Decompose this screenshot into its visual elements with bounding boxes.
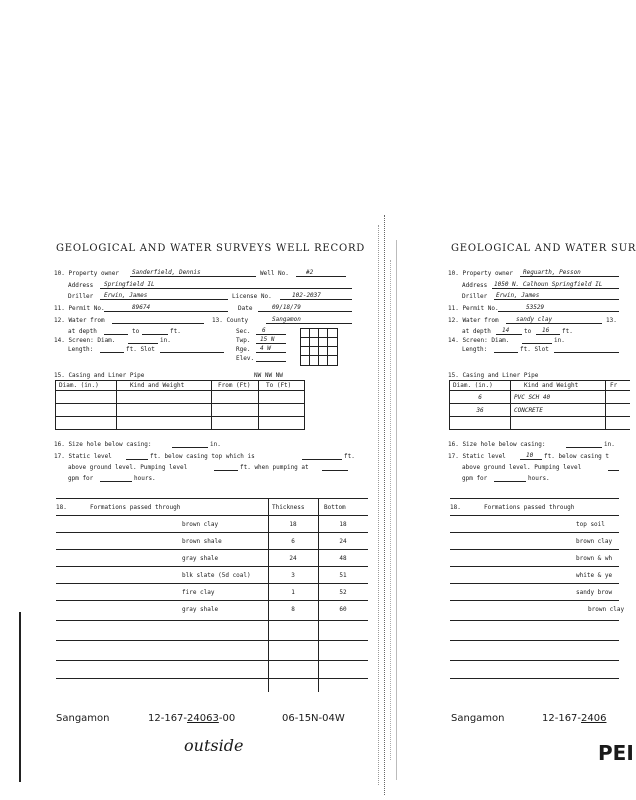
right-screen-in-label: in.: [554, 337, 565, 344]
left-scan-edge: [19, 612, 21, 782]
left-hole-size-label: 16. Size hole below casing:: [54, 441, 152, 448]
left-license-value: 102-2037: [292, 292, 321, 299]
left-static-mid: ft. below casing top which is: [150, 453, 255, 460]
right-formations-header: Formations passed through: [484, 504, 575, 511]
right-slot-label: ft. Slot: [520, 346, 549, 353]
right-driller-value: Erwin, James: [496, 292, 540, 299]
left-elev-label: Elev.: [236, 355, 255, 362]
casing-diam: 6: [478, 394, 482, 401]
left-well-no-label: Well No.: [260, 270, 289, 277]
right-to-label: to: [524, 328, 532, 335]
formation-thickness: 8: [291, 606, 295, 613]
left-casing-label: 15. Casing and Liner Pipe: [54, 372, 145, 379]
left-casing-table: [55, 380, 305, 430]
left-twp-value: 15 N: [260, 336, 275, 343]
left-footer-location: 06-15N-04W: [282, 713, 345, 724]
formation-name: brown clay: [588, 606, 625, 613]
formation-name: fire clay: [182, 589, 215, 596]
right-hours-label: hours.: [528, 475, 550, 482]
left-address-value: Springfield IL: [104, 281, 155, 288]
right-footer-county: Sangamon: [451, 713, 505, 724]
left-rge-label: Rge.: [236, 346, 251, 353]
right-static-level: 10: [526, 452, 534, 459]
formation-name: top soil: [576, 521, 605, 528]
left-to-label: to: [132, 328, 140, 335]
formation-bottom: 48: [339, 555, 347, 562]
left-owner-label: 10. Property owner: [54, 270, 120, 277]
left-date-value: 09/18/79: [272, 304, 301, 311]
left-driller-label: Driller: [68, 293, 94, 300]
formation-thickness: 18: [289, 521, 297, 528]
formation-name: brown clay: [182, 521, 219, 528]
right-casing-table: [449, 380, 630, 430]
right-owner-label: 10. Property owner: [448, 270, 514, 277]
left-casing-marks: NW NW NW: [254, 372, 283, 379]
right-length-label: Length:: [462, 346, 488, 353]
right-casing-header-diam: Diam. (in.): [453, 382, 493, 389]
left-sec-label: Sec.: [236, 328, 251, 335]
right-depth-from: 14: [502, 327, 510, 334]
right-address-value: 1050 N. Calhoun Springfield IL: [494, 281, 603, 288]
left-license-label: License No.: [232, 293, 272, 300]
formation-name: sandy brow: [576, 589, 613, 596]
right-casing-label: 15. Casing and Liner Pipe: [448, 372, 539, 379]
formation-bottom: 51: [339, 572, 347, 579]
right-casing-header-from: Fr: [610, 382, 618, 389]
formation-thickness: 1: [291, 589, 295, 596]
formation-name: white & ye: [576, 572, 613, 579]
left-thickness-header: Thickness: [272, 504, 305, 511]
right-hole-in-label: in.: [604, 441, 615, 448]
right-at-depth-label: at depth: [462, 328, 491, 335]
left-permit-label: 11. Permit No.: [54, 305, 105, 312]
left-date-label: Date: [238, 305, 253, 312]
formation-name: gray shale: [182, 555, 219, 562]
right-static-label: 17. Static level: [448, 453, 506, 460]
left-screen-label: 14. Screen: Diam.: [54, 337, 116, 344]
formation-name: brown & wh: [576, 555, 613, 562]
left-ft-label: ft.: [170, 328, 181, 335]
right-footer-api: 12-167-2406: [542, 713, 607, 724]
right-owner-value: Reguarth, Pesson: [523, 269, 581, 276]
left-footer-county: Sangamon: [56, 713, 110, 724]
right-form-title: GEOLOGICAL AND WATER SUR: [451, 243, 636, 254]
left-at-depth-label: at depth: [68, 328, 97, 335]
left-pumping-label: above ground level. Pumping level: [68, 464, 188, 471]
right-address-label: Address: [462, 282, 488, 289]
right-water-from-value: sandy clay: [516, 316, 553, 323]
left-owner-value: Sanderfield, Dennis: [132, 269, 201, 276]
left-casing-header-to: To (Ft): [266, 382, 292, 389]
left-bottom-header: Bottom: [324, 504, 346, 511]
right-water-from-label: 12. Water from: [448, 317, 499, 324]
right-f18-label: 18.: [450, 504, 461, 511]
formation-bottom: 18: [339, 521, 347, 528]
left-form-title: GEOLOGICAL AND WATER SURVEYS WELL RECORD: [56, 243, 366, 254]
left-driller-value: Erwin, James: [104, 292, 148, 299]
left-twp-label: Twp.: [236, 337, 251, 344]
left-handwritten-note: outside: [184, 736, 244, 755]
right-screen-label: 14. Screen: Diam.: [448, 337, 510, 344]
left-casing-header-diam: Diam. (in.): [59, 382, 99, 389]
left-static-ft: ft.: [344, 453, 355, 460]
casing-kind: CONCRETE: [514, 407, 543, 414]
left-water-from-label: 12. Water from: [54, 317, 105, 324]
left-f18-label: 18.: [56, 504, 67, 511]
right-f13-label: 13.: [606, 317, 617, 324]
left-screen-in-label: in.: [160, 337, 171, 344]
right-driller-label: Driller: [462, 293, 488, 300]
left-sec-value: 6: [262, 327, 266, 334]
right-permit-value: 53529: [526, 304, 545, 311]
right-gpm-label: gpm for: [462, 475, 488, 482]
left-casing-header-from: From (Ft): [218, 382, 251, 389]
formation-bottom: 60: [339, 606, 347, 613]
left-gpm-label: gpm for: [68, 475, 94, 482]
left-permit-value: 89674: [132, 304, 151, 311]
right-ft-label: ft.: [562, 328, 573, 335]
right-casing-header-kind: Kind and Weight: [524, 382, 579, 389]
formation-thickness: 24: [289, 555, 297, 562]
formation-name: gray shale: [182, 606, 219, 613]
left-casing-header-kind: Kind and Weight: [130, 382, 185, 389]
right-static-mid: ft. below casing t: [544, 453, 610, 460]
right-footer-stamp: PEI: [598, 741, 634, 765]
left-pumping-when: ft. when pumping at: [240, 464, 309, 471]
left-county-label: 13. County: [212, 317, 249, 324]
left-formations-header: Formations passed through: [90, 504, 181, 511]
left-address-label: Address: [68, 282, 94, 289]
left-slot-label: ft. Slot: [126, 346, 155, 353]
right-permit-label: 11. Permit No.: [448, 305, 499, 312]
right-depth-to: 16: [542, 327, 550, 334]
left-rge-value: 4 W: [260, 345, 271, 352]
left-section-grid: [300, 328, 338, 366]
formation-name: brown clay: [576, 538, 613, 545]
left-county-value: Sangamon: [272, 316, 301, 323]
left-hole-in-label: in.: [210, 441, 221, 448]
formation-thickness: 6: [291, 538, 295, 545]
left-static-label: 17. Static level: [54, 453, 112, 460]
casing-kind: PVC SCH 40: [514, 394, 551, 401]
right-hole-size-label: 16. Size hole below casing:: [448, 441, 546, 448]
formation-thickness: 3: [291, 572, 295, 579]
left-hours-label: hours.: [134, 475, 156, 482]
right-pumping-label: above ground level. Pumping level: [462, 464, 582, 471]
formation-bottom: 52: [339, 589, 347, 596]
left-length-label: Length:: [68, 346, 94, 353]
casing-diam: 36: [476, 407, 484, 414]
left-well-no-value: #2: [306, 269, 314, 276]
left-footer-api: 12-167-24063-00: [148, 713, 236, 724]
formation-name: brown shale: [182, 538, 222, 545]
formation-name: blk slate (5d coal): [182, 572, 251, 579]
formation-bottom: 24: [339, 538, 347, 545]
